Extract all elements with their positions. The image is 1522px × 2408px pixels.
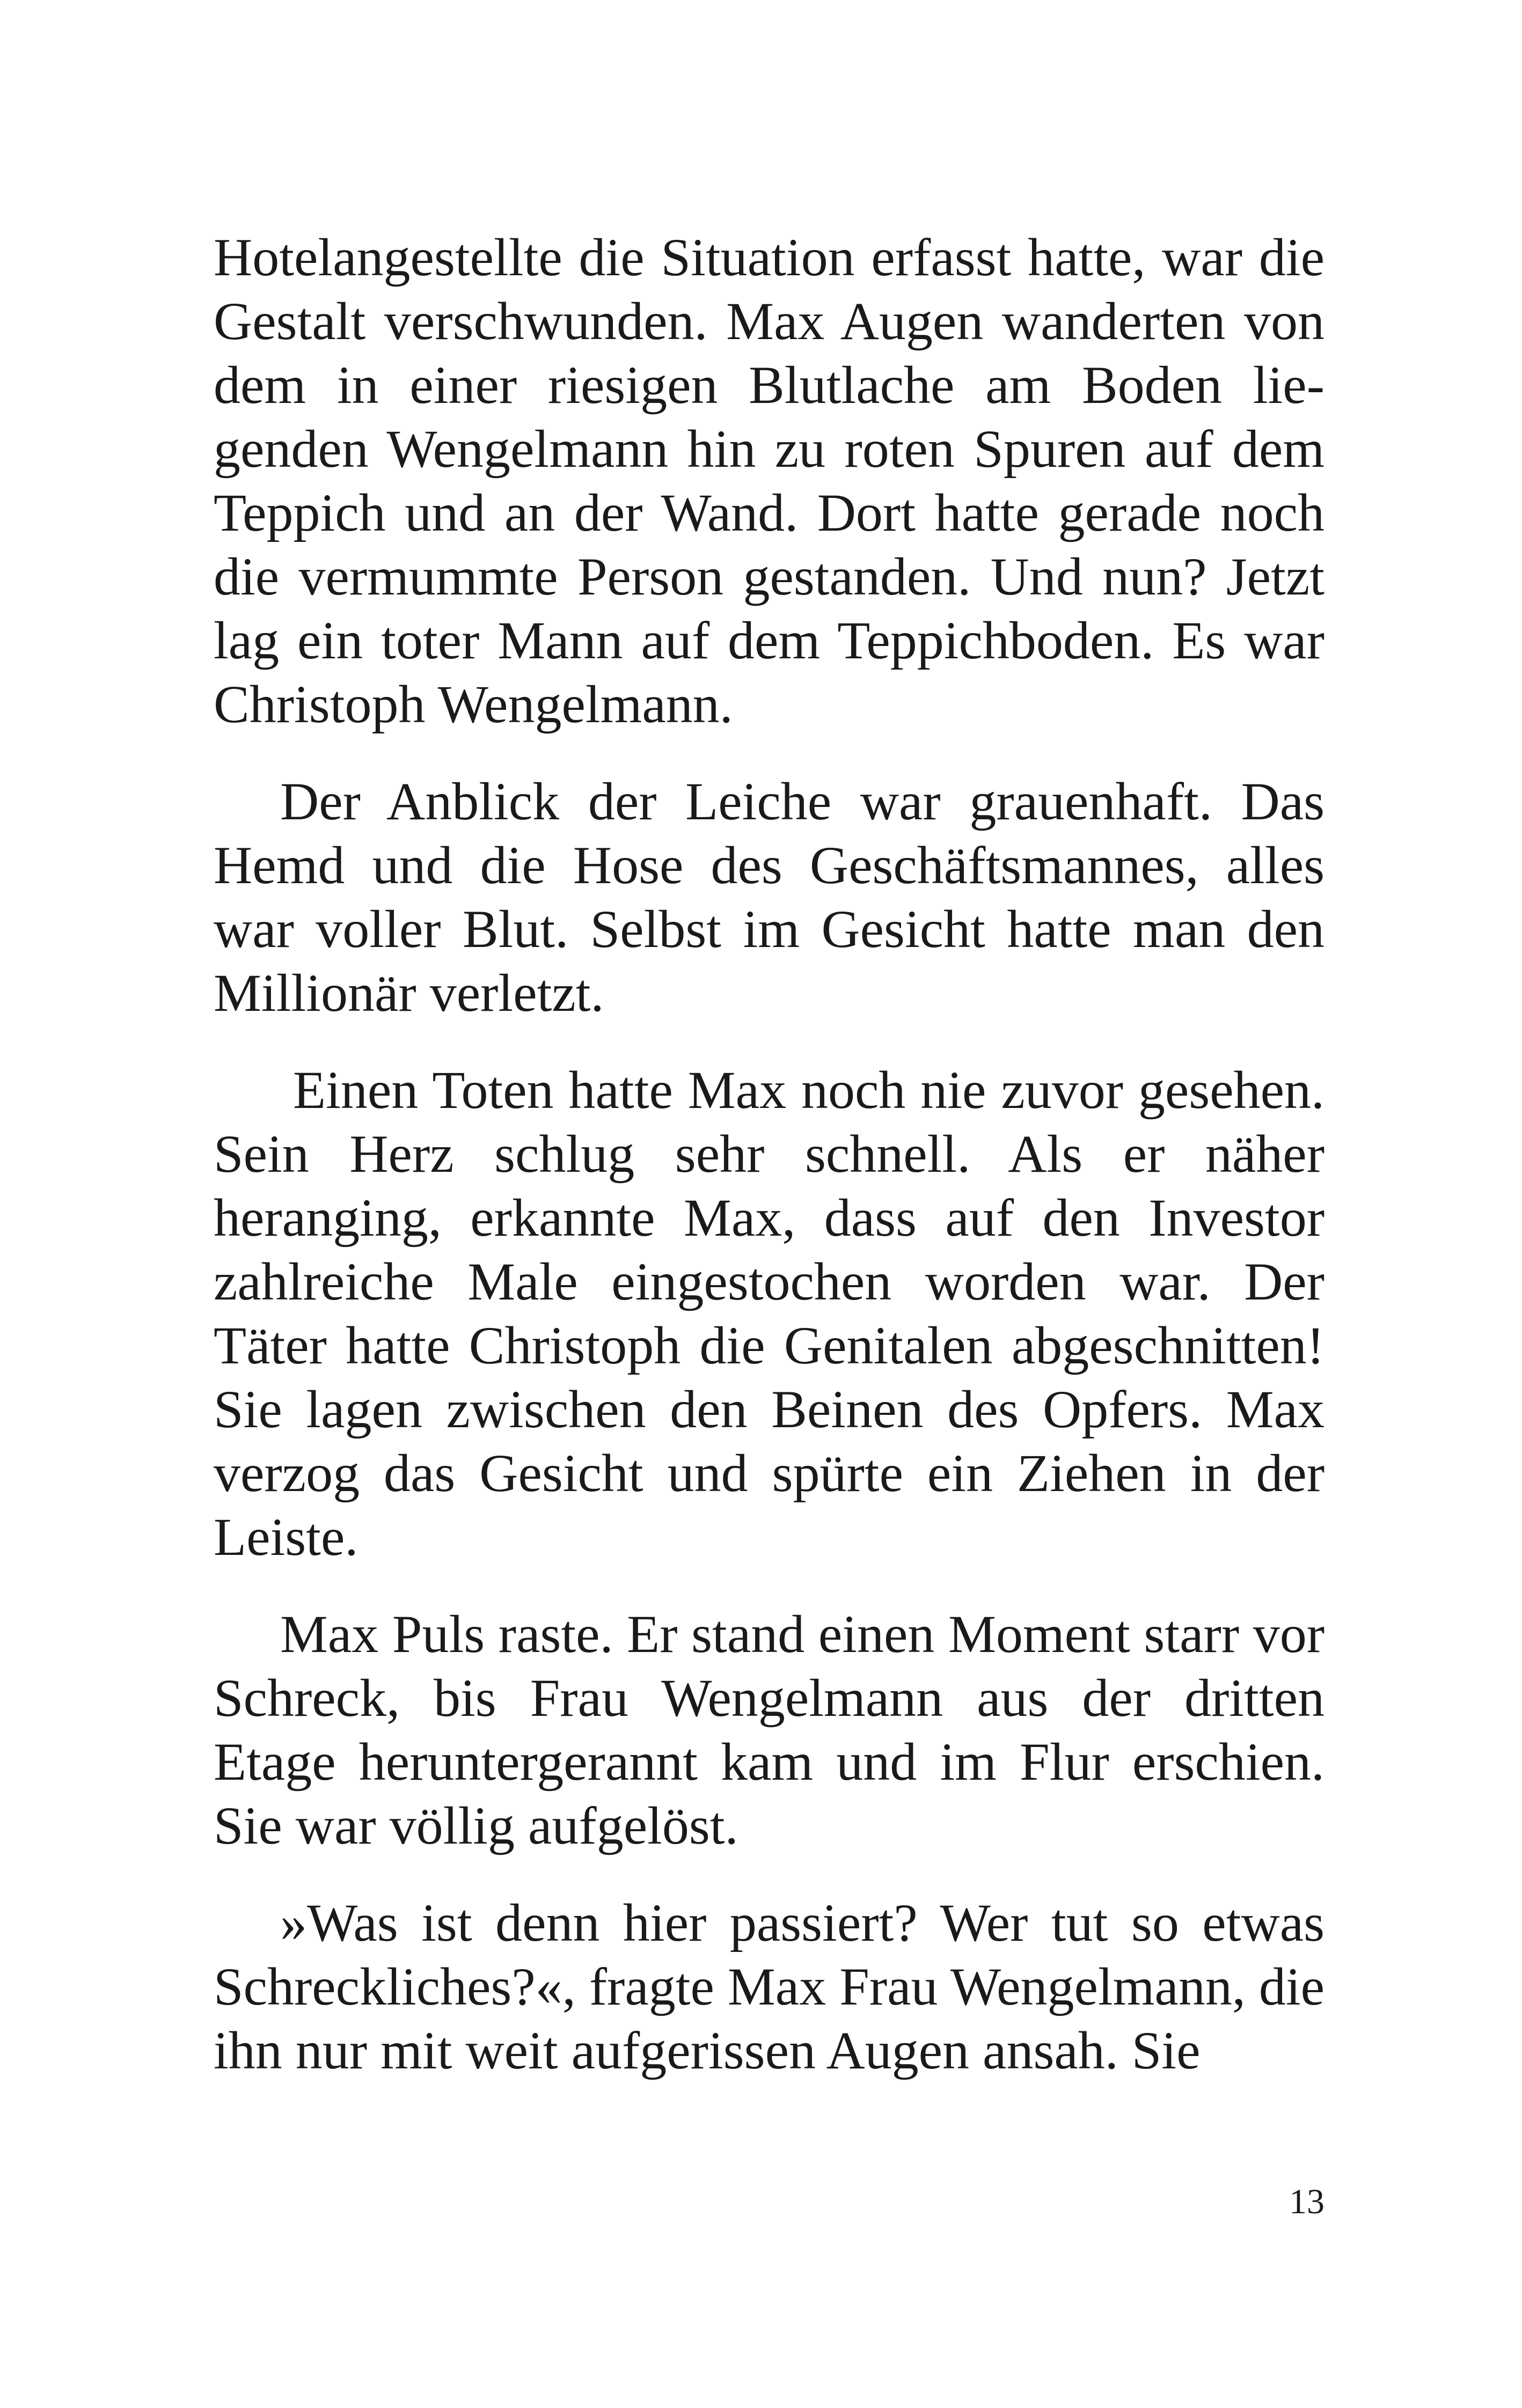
body-text <box>214 225 1325 2082</box>
paragraph-3: Einen Toten hatte Max noch nie zuvor gesehen. Sein Herz schlug sehr schnell. Als er näher heranging, erkannte Max, dass auf den Investor zahlreiche Male eingestochen worden war. Der Täter hatte Christoph die Genitalen abgeschnitten! Sie lagen zwischen den Beinen des Opfers. Max verzog das Gesicht und spürte ein Ziehen in der Leiste. <box>214 1060 1325 1567</box>
paragraph-1: Hotelangestellte die Situation erfasst hatte, war die Gestalt verschwunden. Max Augen wanderten von dem in einer riesigen Blutlache am Boden liegenden Wengelmann hin zu roten Spuren auf dem Teppich und an der Wand. Dort hatte gerade noch die vermummte Person gestanden. Und nun? Jetzt lag ein toter Mann auf dem Teppichboden. Es war Christoph Wengelmann. <box>214 227 1325 734</box>
page-number: 13 <box>1289 2182 1325 2221</box>
paragraph-5: »Was ist denn hier passiert? Wer tut so etwas Schreckliches?«, fragte Max Frau Wengelmann, die ihn nur mit weit aufgerissen Augen ansah. Sie <box>214 1893 1325 2080</box>
paragraph-2: Der Anblick der Leiche war grauenhaft. Das Hemd und die Hose des Geschäftsmannes, alles war voller Blut. Selbst im Gesicht hatte man den Millionär verletzt. <box>214 772 1325 1023</box>
paragraph-4: Max Puls raste. Er stand einen Moment starr vor Schreck, bis Frau Wengelmann aus der dritten Etage heruntergerannt kam und im Flur erschien. Sie war völlig aufgelöst. <box>214 1604 1325 1855</box>
